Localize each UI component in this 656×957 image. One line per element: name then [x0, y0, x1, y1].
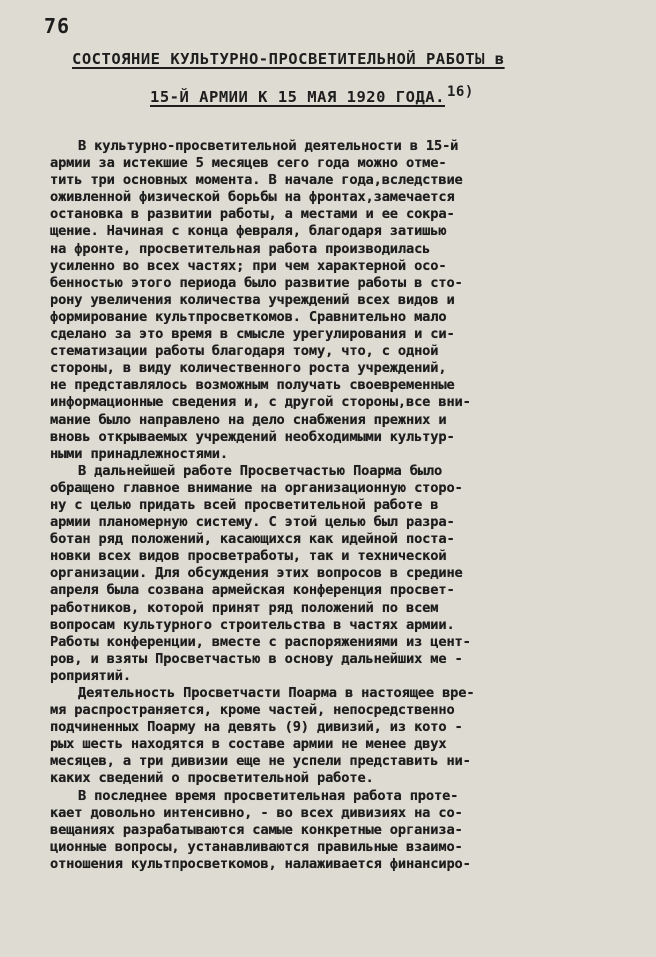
- page-number: 76: [44, 14, 71, 38]
- text-line: В дальнейшей работе Просветчастью Поарма было: [78, 462, 443, 479]
- text-line: кает довольно интенсивно, - во всех дивизиях на со-: [50, 804, 463, 821]
- text-line: работников, которой принят ряд положений по всем: [50, 599, 439, 616]
- text-line: В последнее время просветительная работа проте-: [78, 787, 459, 804]
- text-line: вещаниях разрабатываются самые конкретные организа-: [50, 821, 463, 838]
- text-line: отношения культпросветкомов, налаживается финансиро-: [50, 855, 471, 872]
- text-line: каких сведений о просветительной работе.: [50, 770, 374, 787]
- text-line: усиленно во всех частях; при чем характерной осо-: [50, 257, 447, 274]
- text-line: ну с целью придать всей просветительной работе в: [50, 496, 439, 513]
- text-line: оживленной физической борьбы на фронтах,замечается: [50, 189, 455, 206]
- text-line: тить три основных момента. В начале года,вследствие: [50, 172, 463, 189]
- text-line: Работы конференции, вместе с распоряжениями из цент-: [50, 633, 471, 650]
- text-line: стороны, в виду количественного роста учреждений,: [50, 360, 447, 377]
- text-line: бенностью этого периода было развитие работы в сто-: [50, 274, 463, 291]
- text-line: Деятельность Просветчасти Поарма в настоящее вре-: [78, 685, 475, 701]
- text-line: мя распространяется, кроме частей, непосредственно: [50, 702, 455, 719]
- text-line: новки всех видов просветработы, так и технической: [50, 548, 447, 565]
- text-line: на фронте, просветительная работа производилась: [50, 240, 431, 257]
- text-line: ров, и взяты Просветчастью в основу дальнейших ме -: [50, 650, 463, 667]
- text-line: информационные сведения и, с другой стороны,все вни-: [50, 394, 471, 411]
- text-line: щение. Начиная с конца февраля, благодаря затишью: [50, 223, 447, 240]
- text-line: стематизации работы благодаря тому, что, с одной: [50, 343, 439, 360]
- text-line: мание было направлено на дело снабжения прежних и: [50, 411, 447, 428]
- text-line: ционные вопросы, устанавливаются правильные взаимо-: [50, 838, 463, 855]
- footnote-mark: 16): [446, 84, 474, 100]
- text-line: подчиненных Поарму на девять (9) дивизий, из кото -: [50, 719, 463, 736]
- text-line: не представлялось возможным получать своевременные: [50, 377, 455, 394]
- text-line: вновь открываемых учреждений необходимыми культур-: [50, 428, 455, 445]
- text-line: остановка в развитии работы, а местами и ее сокра-: [50, 206, 455, 223]
- text-line: армии за истекшие 5 месяцев сего года можно отме-: [50, 155, 447, 172]
- text-line: сделано за это время в смысле урегулирования и си-: [50, 326, 455, 343]
- text-line: вопросам культурного строительства в частях армии.: [50, 616, 455, 633]
- title-line-2: [150, 84, 630, 106]
- title-line-1: СОСТОЯНИЕ КУЛЬТУРНО-ПРОСВЕТИТЕЛЬНОЙ РАБОТЫ в: [72, 50, 505, 68]
- text-line: ботан ряд положений, касающихся как идейной поста-: [50, 531, 455, 548]
- text-line: В культурно-просветительной деятельности в 15-й: [78, 138, 459, 154]
- text-line: месяцев, а три дивизии еще не успели представить ни-: [50, 753, 471, 770]
- text-line: рых шесть находятся в составе армии не менее двух: [50, 736, 447, 753]
- text-line: апреля была созвана армейская конференция просвет-: [50, 582, 455, 599]
- body-text: [50, 138, 635, 873]
- text-line: армии планомерную систему. С этой целью был разра-: [50, 514, 455, 531]
- text-line: обращено главное внимание на организационную сторо-: [50, 479, 463, 496]
- text-line: роприятий.: [50, 667, 131, 684]
- text-line: рону увеличения количества учреждений всех видов и: [50, 291, 455, 308]
- title-line-2-text: 15-Й АРМИИ К 15 МАЯ 1920 ГОДА.: [150, 88, 445, 107]
- text-line: формирование культпросветкомов. Сравнительно мало: [50, 308, 447, 325]
- text-line: организации. Для обсуждения этих вопросов в средине: [50, 565, 463, 582]
- document-title: [70, 50, 630, 106]
- text-line: ными принадлежностями.: [50, 445, 228, 462]
